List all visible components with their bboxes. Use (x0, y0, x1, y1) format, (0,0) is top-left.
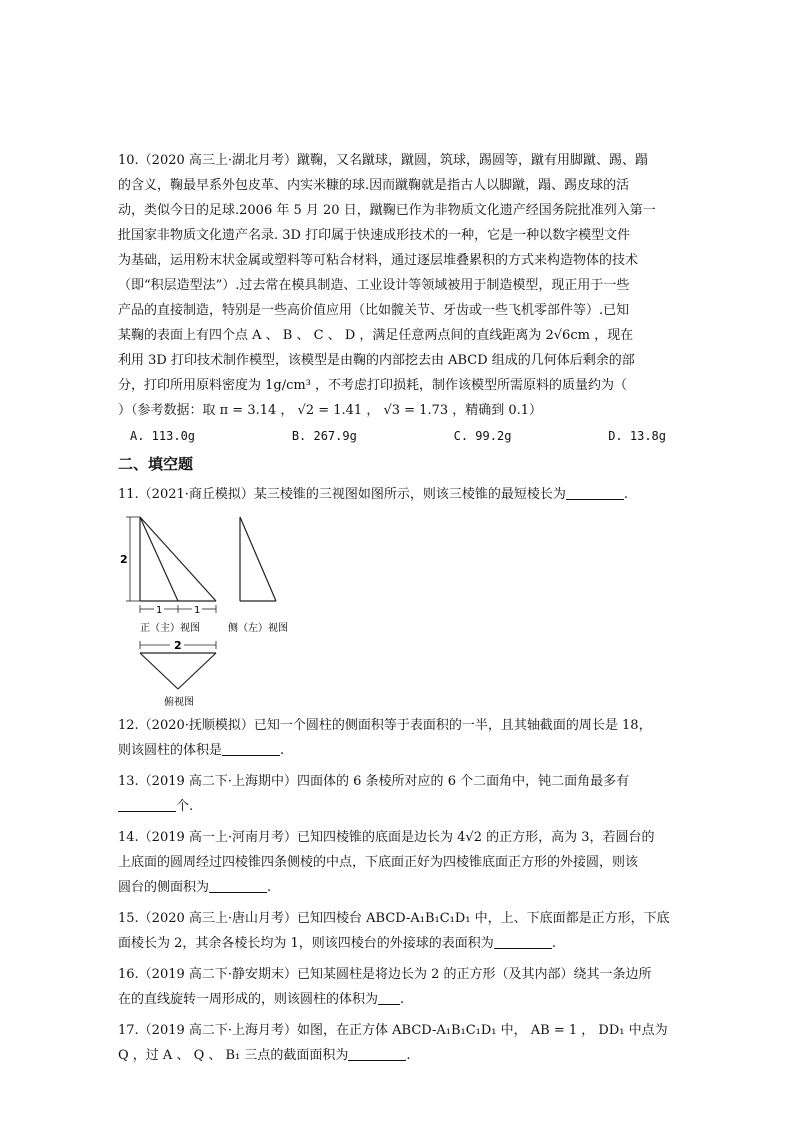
q16-line: 在的直线旋转一周形成的，则该圆柱的体积为 (118, 992, 379, 1007)
q14-line: 圆台的侧面积为 (118, 880, 210, 895)
q10-line: 动，类似今日的足球.2006 年 5 月 20 日，蹴鞠已作为非物质文化遗产经国务院批准列入第一 (118, 203, 656, 218)
section-title: 二、填空题 (118, 455, 194, 473)
answer-blank[interactable] (378, 990, 400, 1005)
answer-blank[interactable] (566, 485, 624, 500)
q17-end: . (406, 1048, 411, 1063)
question-17 (118, 1018, 678, 1068)
q16-line: 16.（2019 高二下·静安期末）已知某圆柱是将边长为 2 的正方形（及其内部）绕其一条边所 (118, 967, 652, 982)
q11-end: . (623, 487, 629, 502)
question-13 (118, 769, 678, 819)
q12-end: . (280, 743, 285, 758)
q10-choices (118, 429, 678, 443)
front-base-label: 1 (156, 605, 163, 616)
q15-line: 面棱长为 2，其余各棱长均为 1，则该四棱台的外接球的表面积为 (118, 936, 494, 951)
q14-line: 上底面的圆周经过四棱锥四条侧棱的中点，下底面正好为四棱锥底面正方形的外接圆，则该 (118, 855, 639, 870)
choice-d[interactable]: D. 13.8g (608, 429, 666, 443)
q13-line: 13.（2019 高二下·上海期中）四面体的 6 条棱所对应的 6 个二面角中，钝二面角最多有 (118, 774, 630, 789)
q10-line: 某鞠的表面上有四个点 A 、 B 、 C 、 D ，满足任意两点间的直线距离为 2√6cm ，现在 (118, 328, 634, 343)
q10-line: 批国家非物质文化遗产名录. 3D 打印属于快速成形技术的一种，它是一种以数字模型文件 (118, 228, 631, 243)
question-15 (118, 906, 678, 956)
q13-end: 个. (176, 799, 194, 814)
q14-end: . (267, 880, 272, 895)
front-view-caption: 正（主）视图 (140, 623, 200, 634)
answer-blank[interactable] (222, 741, 280, 756)
q16-end: . (400, 992, 405, 1007)
side-view-caption: 侧（左）视图 (228, 623, 288, 634)
three-view-drawing (118, 509, 318, 709)
q11-text: 11.（2021·商丘模拟）某三棱锥的三视图如图所示，则该三棱锥的最短棱长为 (118, 487, 566, 502)
q10-line: 利用 3D 打印技术制作模型，该模型是由鞠的内部挖去由 ABCD 组成的几何体后剩余的部 (118, 353, 635, 368)
question-16 (118, 962, 678, 1012)
question-14 (118, 825, 678, 900)
question-10 (118, 148, 678, 443)
q10-line: ）（参考数据：取 π = 3.14 ， √2 = 1.41 ， √3 = 1.73 ，精确到 0.1） (118, 403, 543, 418)
q15-end: . (551, 936, 556, 951)
q17-line: Q ，过 A 、 Q 、 B₁ 三点的截面面积为 (118, 1048, 349, 1063)
answer-blank[interactable] (348, 1046, 406, 1061)
top-width-label: 2 (174, 639, 182, 652)
q12-line: 12.（2020·抚顺模拟）已知一个圆柱的侧面积等于表面积的一半，且其轴截面的周长是 18， (118, 718, 652, 733)
question-12 (118, 713, 678, 763)
answer-blank[interactable] (118, 797, 176, 812)
answer-blank[interactable] (209, 878, 267, 893)
q17-line: 17.（2019 高二下·上海月考）如图，在正方体 ABCD-A₁B₁C₁D₁ 中， AB = 1 ， DD₁ 中点为 (118, 1023, 668, 1038)
q10-line: 产品的直接制造，特别是一些高价值应用（比如髋关节、牙齿或一些飞机零部件等）.已知 (118, 303, 630, 318)
question-11 (118, 482, 678, 507)
q10-line: 分，打印所用原料密度为 1g/cm³ ，不考虑打印损耗，制作该模型所需原料的质量约为（ (118, 378, 628, 393)
top-view-caption: 俯视图 (164, 697, 194, 708)
q15-line: 15.（2020 高三上·唐山月考）已知四棱台 ABCD-A₁B₁C₁D₁ 中，上、下底面都是正方形，下底 (118, 911, 670, 926)
answer-blank[interactable] (494, 934, 552, 949)
three-view-figure (118, 509, 318, 709)
choice-b[interactable]: B. 267.9g (291, 429, 357, 443)
front-view (126, 517, 216, 613)
q14-line: 14.（2019 高一上·河南月考）已知四棱锥的底面是边长为 4√2 的正方形，高为 3，若圆台的 (118, 830, 655, 845)
q10-line: 为基础，运用粉末状金属或塑料等可粘合材料，通过逐层堆叠累积的方式来构造物体的技术 (118, 253, 639, 268)
q10-line: 的含义，鞠最早系外包皮革、内实米糠的球.因而蹴鞠就是指古人以脚蹴，蹋、踢皮球的活 (118, 178, 630, 193)
choice-c[interactable]: C. 99.2g (453, 429, 512, 443)
q12-line: 则该圆柱的体积是 (118, 743, 223, 758)
choice-a[interactable]: A. 113.0g (130, 429, 196, 443)
document-page (118, 148, 678, 1068)
front-base-label: 1 (194, 605, 201, 616)
q10-line: 10.（2020 高三上·湖北月考）蹴鞠，又名蹴球，蹴圆，筑球，踢圆等，蹴有用脚蹴、踢、蹋 (118, 153, 649, 168)
front-height-label: 2 (120, 553, 128, 566)
side-view (240, 517, 276, 601)
q10-line: （即“积层造型法”）.过去常在模具制造、工业设计等领域被用于制造模型，现正用于一些 (118, 278, 630, 293)
